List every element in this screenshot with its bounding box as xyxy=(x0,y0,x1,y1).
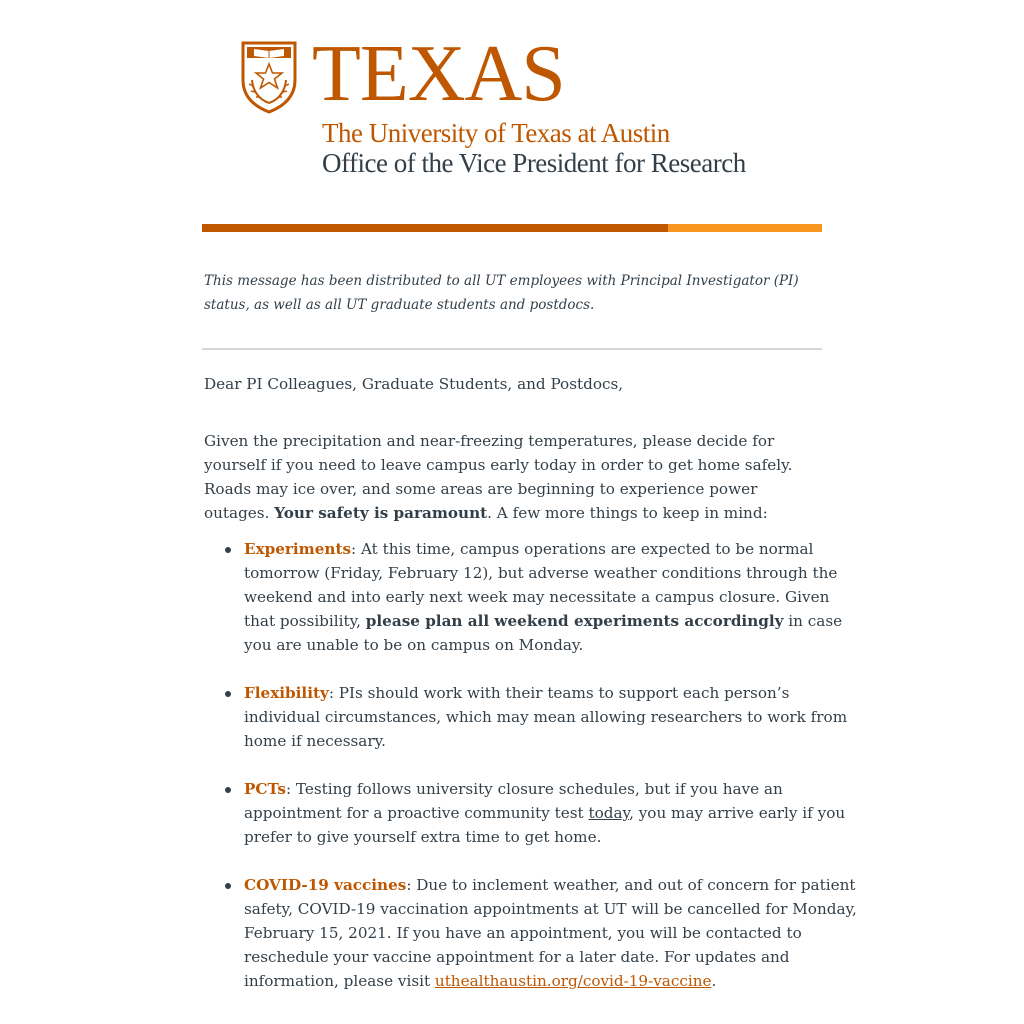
header-rule-dark xyxy=(202,224,668,232)
greeting: Dear PI Colleagues, Graduate Students, and Postdocs, xyxy=(204,375,624,393)
item-term: PCTs xyxy=(244,780,286,798)
item-term: COVID-19 vaccines xyxy=(244,876,407,894)
ut-shield-icon xyxy=(240,40,298,114)
distribution-notice: This message has been distributed to all UT employees with Principal Investigator (PI) status, as well as all UT graduate students and postdocs. xyxy=(204,273,799,313)
item-term: Flexibility xyxy=(244,684,329,702)
divider xyxy=(202,348,822,350)
header-rule-light xyxy=(668,224,822,232)
item-text-end: , you may arrive early if you prefer to give yourself extra time to get home. xyxy=(244,804,846,846)
item-text: : PIs should work with their teams to support each person’s individual circumstances, which may mean allowing researchers to work from home if necessary. xyxy=(244,684,848,750)
item-text: : Due to inclement weather, and out of concern for patient safety, COVID-19 vaccination appointments at UT will be cancelled for Monday, February 15, 2021. If you have an appointment, you will be contacted to reschedule your vaccine appointment for a later date. For updates and information, please visit xyxy=(244,876,857,990)
university-name: The University of Texas at Austin xyxy=(322,118,670,148)
opening-paragraph xyxy=(204,429,822,525)
item-text: : At this time, campus operations are expected to be normal tomorrow (Friday, February 12), but adverse weather conditions through the weekend and into early next week may necessitate a campus closure. Given that possibility, xyxy=(244,540,838,630)
item-underlined: today xyxy=(588,804,630,822)
vaccine-link[interactable]: uthealthaustin.org/covid-19-vaccine xyxy=(434,972,712,990)
list-item-flexibility xyxy=(244,681,862,753)
office-name: Office of the Vice President for Research xyxy=(322,148,746,178)
item-text: : Testing follows university closure schedules, but if you have an appointment for a proactive community test xyxy=(244,780,783,822)
item-bold: please plan all weekend experiments accordingly xyxy=(365,612,784,630)
item-text-end: . xyxy=(711,972,717,990)
list-item-pcts xyxy=(244,777,862,849)
opening-bold: Your safety is paramount xyxy=(274,504,488,522)
list-item-experiments xyxy=(244,537,862,657)
item-term: Experiments xyxy=(244,540,352,558)
item-text-end: in case you are unable to be on campus on Monday. xyxy=(244,612,843,654)
reminder-list xyxy=(204,537,862,1017)
texas-wordmark: TEXAS xyxy=(312,30,565,118)
list-item-covid-vaccines xyxy=(244,873,862,993)
opening-after: . A few more things to keep in mind: xyxy=(487,504,768,522)
opening-text: Given the precipitation and near-freezing temperatures, please decide for yourself if you need to leave campus early today in order to get home safely. Roads may ice over, and some areas are beginning to experience power outages. xyxy=(204,432,793,522)
